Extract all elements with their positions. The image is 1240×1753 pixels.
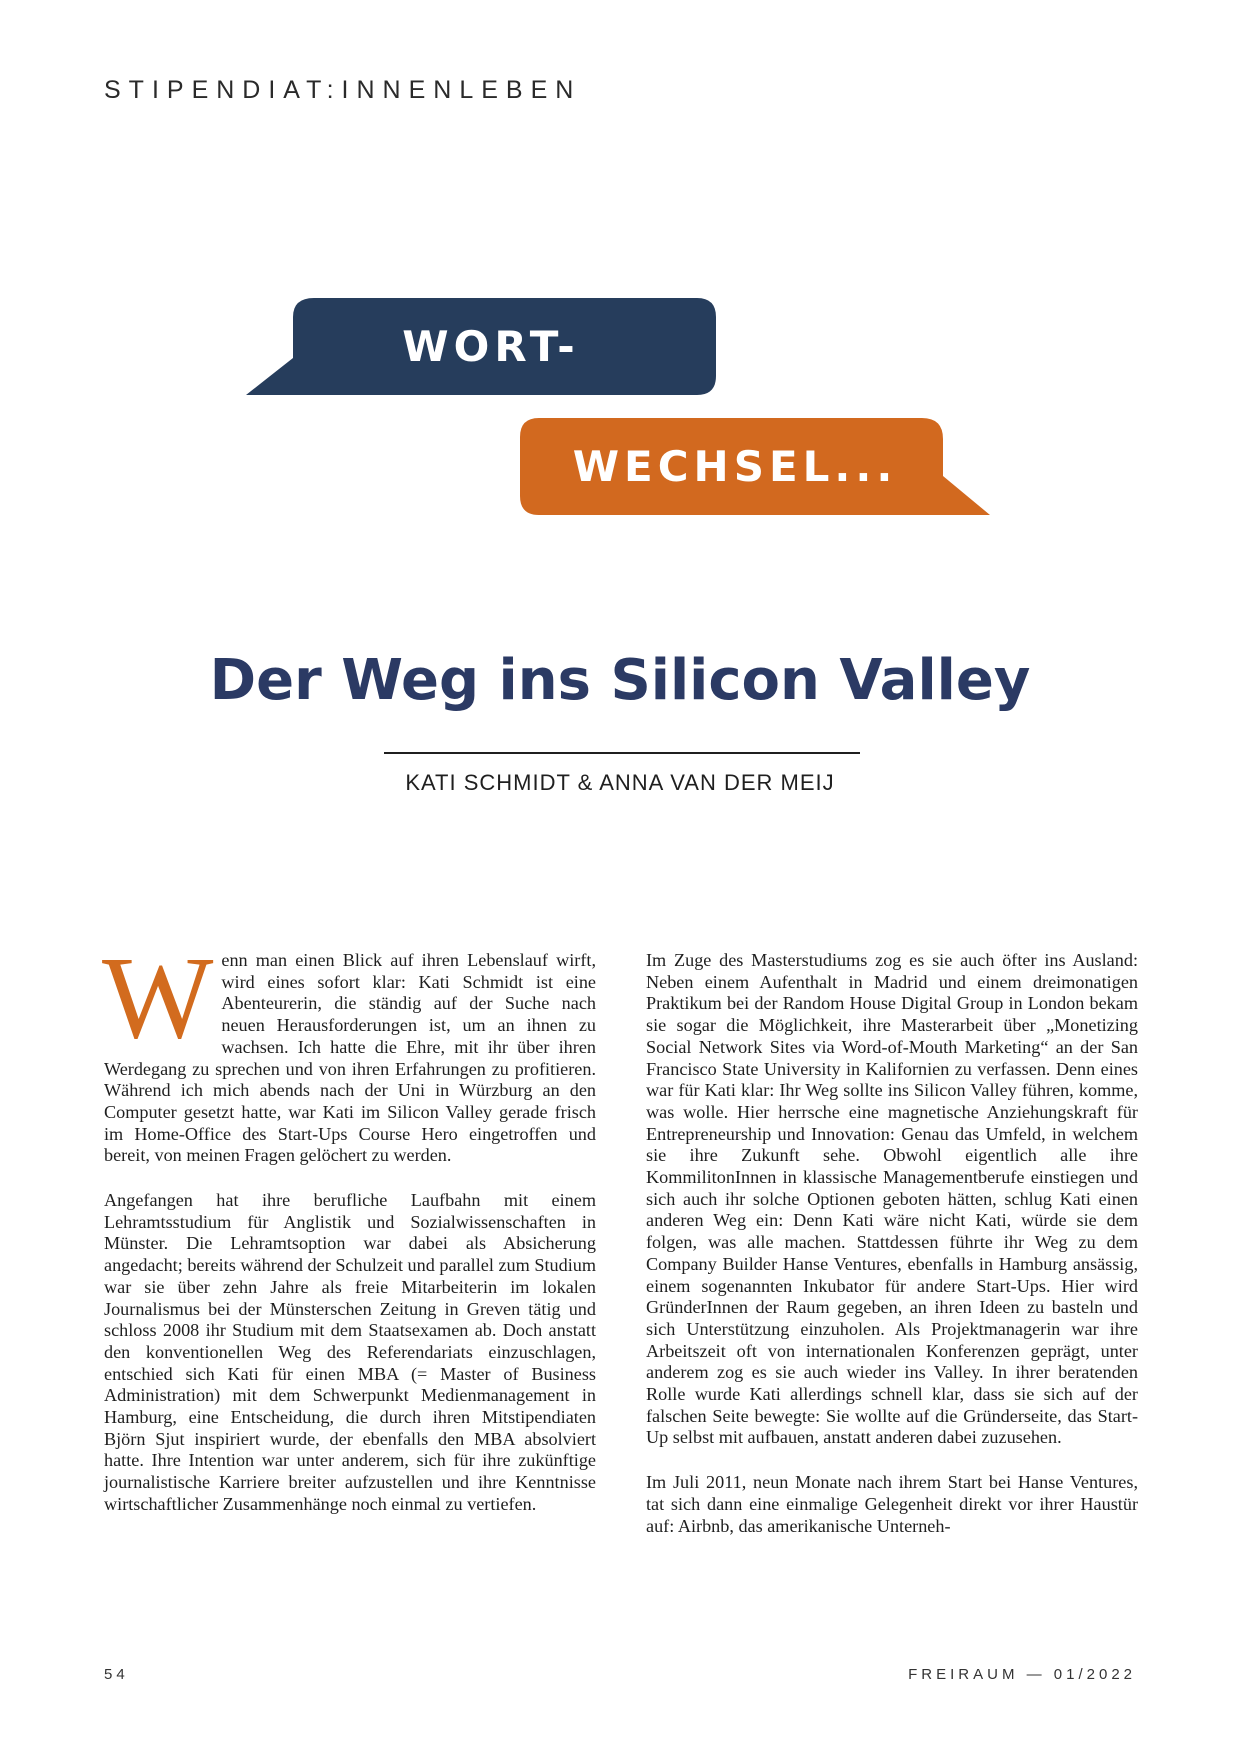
speech-bubble-wechsel: [520, 418, 990, 518]
article-column-right: [646, 950, 1138, 1560]
speech-bubble-wort: [246, 298, 716, 398]
paragraph-career-start: Angefangen hat ihre berufliche Laufbahn mit einem Lehramtsstudium für Anglistik und Sozialwissenschaften in Münster. Die Lehramtsoption war dabei als Absicherung angedacht; bereits während der Schulzeit und parallel zum Studium war sie über zehn Jahre als freie Mitarbeiterin im lokalen Journalismus bei der Münsterschen Zeitung in Greven tätig und schloss 2008 ihr Studium mit dem Staatsexamen ab. Doch anstatt den konventionellen Weg des Referendariats einzuschlagen, entschied sich Kati für einen MBA (= Master of Business Administration) mit dem Schwerpunkt Medienmanagement in Hamburg, eine Entscheidung, die durch ihren Mitstipendiaten Björn Sjut inspiriert wurde, der ebenfalls den MBA absolviert hatte. Ihre Intention war unter anderem, sich für ihre zukünftige journalistische Karriere breiter aufzustellen und ihre Kenntnisse wirtschaftlicher Zusammenhänge noch einmal zu vertiefen.: [104, 1190, 596, 1514]
bubble-text-wechsel: WECHSEL...: [572, 442, 898, 491]
article-authors: KATI SCHMIDT & ANNA VAN DER MEIJ: [405, 770, 835, 795]
bubble-text-wort: WORT-: [402, 322, 580, 371]
paragraph-master-studies: Im Zuge des Masterstudiums zog es sie auch öfter ins Ausland: Neben einem Aufenthalt in Madrid und einem dreimonatigen Praktikum bei der Random House Digital Group in London bekam sie sogar die Möglichkeit, ihre Masterarbeit über „Monetizing Social Network Sites via Word-of-Mouth Marketing“ an der San Francisco State University in Kalifornien zu verfassen. Denn eines war für Kati klar: Ihr Weg sollte ins Silicon Valley führen, komme, was wolle. Hier herrsche eine magnetische Anziehungskraft für Entrepreneurship und Innovation: Genau das Umfeld, in welchem sie ihre Zukunft sehe. Obwohl eigentlich alle ihre KommilitonInnen in klassische Managementberufe einstiegen und sich auch ihr solche Optionen geboten hätten, schlug Kati einen anderen Weg ein: Denn Kati wäre nicht Kati, würde sie dem folgen, was alle machen. Stattdessen führte ihr Weg zu dem Company Builder Hanse Ventures, ebenfalls in Hamburg ansässig, einem sogenannten Inkubator für andere Start-Ups. Hier wird GründerInnen der Raum gegeben, an ihren Ideen zu basteln und sich Unterstützung einzuholen. Als Projektmanagerin war ihre Arbeitszeit oft von internationalen Konferenzen geprägt, unter anderem zog es sie auch wieder ins Valley. In ihrer beratenden Rolle wurde Kati allerdings schnell klar, dass sie sich auf der falschen Seite bewegte: Sie wollte auf die Gründerseite, das Start-Up selbst mit aufbauen, anstatt anderen dabei zuzusehen.: [646, 950, 1138, 1448]
article-column-left: [102, 932, 596, 1539]
paragraph-airbnb: Im Juli 2011, neun Monate nach ihrem Start bei Hanse Ventures, tat sich dann eine einmalige Gelegenheit direkt vor ihrer Haustür auf: Airbnb, das amerikanische Unterneh-: [646, 1472, 1138, 1536]
title-divider: [384, 752, 860, 754]
paragraph-intro: [102, 932, 596, 1167]
article-title: Der Weg ins Silicon Valley: [209, 648, 1031, 713]
page-number: 54: [104, 1666, 129, 1683]
drop-cap: W: [102, 932, 214, 1063]
magazine-issue: FREIRAUM — 01/2022: [908, 1666, 1136, 1683]
paragraph-intro-text: enn man einen Blick auf ihren Lebenslauf wirft, wird eines sofort klar: Kati Schmidt ist eine Abenteurerin, die ständig auf der Suche nach neuen Herausforderungen ist, um an ihnen zu wachsen. Ich hatte die Ehre, mit ihr über ihren Werdegang zu sprechen und von ihren Erfahrungen zu profitieren. Während ich mich abends nach der Uni in Würzburg an den Computer gesetzt hatte, war Kati im Silicon Valley gerade frisch im Home-Office des Start-Ups Course Hero eingetroffen und bereit, von meinen Fragen gelöchert zu werden.: [104, 950, 596, 1166]
section-label: STIPENDIAT:INNENLEBEN: [104, 76, 582, 104]
